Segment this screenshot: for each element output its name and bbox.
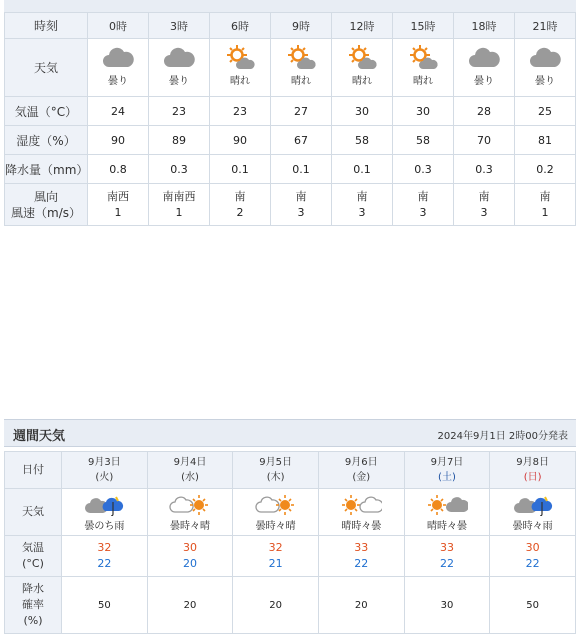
wind-direction: 南 [234,189,246,203]
temp-cell: 24 [88,97,149,126]
wind-cell [515,184,576,226]
high-temp: 32 [268,541,283,554]
hourly-weather-cell [332,39,393,97]
row-header-temp: 気温（°C） [5,97,88,126]
humidity-cell: 90 [88,126,149,155]
weather-label: 曇り [474,76,494,87]
hourly-weather-cell [393,39,454,97]
low-temp: 20 [182,557,197,570]
humidity-cell: 90 [210,126,271,155]
weather-label: 曇り [169,76,189,87]
hourly-weather-cell [88,39,149,97]
temp-cell: 28 [454,97,515,126]
high-temp: 33 [439,541,454,554]
hourly-humidity-row [5,126,576,155]
precip-cell: 0.3 [393,155,454,184]
date-cell [233,452,319,489]
wind-direction: 南 [417,189,429,203]
rain-prob-cell: 20 [318,577,404,634]
hourly-weather-cell [454,39,515,97]
rain-header-line1: 降水 [22,582,44,595]
humidity-cell: 70 [454,126,515,155]
weekly-title: 週間天気 [13,429,66,444]
hourly-weather-cell [149,39,210,97]
humidity-cell: 81 [515,126,576,155]
rain-prob-cell: 20 [147,577,233,634]
date-text: 9月3日 [87,457,121,468]
row-header-temp [5,536,62,577]
wind-speed: 1 [175,205,183,219]
wind-speed: 3 [297,205,305,219]
hourly-weather-cell [210,39,271,97]
wind-speed-header: 風速（m/s） [11,205,81,220]
weather-label: 曇時々雨 [512,521,553,532]
date-text: 9月4日 [173,457,207,468]
wind-cell [332,184,393,226]
low-temp: 22 [97,557,112,570]
hourly-precip-row [5,155,576,184]
sun-cloud-icon [284,45,318,71]
hourly-forecast-table [4,12,576,226]
temp-header-line2: (°C) [22,557,44,570]
row-header-weather: 天気 [5,489,62,536]
wind-direction: 南 [539,189,551,203]
temp-cell: 30 [393,97,454,126]
date-cell [147,452,233,489]
weekly-date-row [5,452,576,489]
wind-speed: 1 [541,205,549,219]
rain-prob-cell: 50 [490,577,576,634]
weather-label: 曇り [535,76,555,87]
issued-timestamp: 2024年9月1日 2時00分発表 [437,431,568,442]
rain-header-line3: (%) [23,614,43,627]
weather-label: 曇時々晴 [169,521,210,532]
weather-label: 晴時々曇 [426,521,467,532]
high-temp: 33 [354,541,369,554]
row-header-precip: 降水量（mm） [5,155,88,184]
wind-direction: 南 [478,189,490,203]
weekly-weather-cell [233,489,319,536]
cloud-icon [162,45,196,71]
temp-cell: 23 [210,97,271,126]
hour-cell: 9時 [271,13,332,39]
weekly-temp-cell [233,536,319,577]
temp-header-line1: 気温 [22,541,44,554]
precip-cell: 0.8 [88,155,149,184]
hour-cell: 6時 [210,13,271,39]
weekly-temp-cell [62,536,148,577]
weather-label: 曇のち雨 [84,521,125,532]
wind-speed: 2 [236,205,244,219]
high-temp: 30 [525,541,540,554]
high-temp: 30 [182,541,197,554]
weekly-weather-cell [62,489,148,536]
hourly-temp-row [5,97,576,126]
weekly-temp-cell [490,536,576,577]
humidity-cell: 89 [149,126,210,155]
cloud-icon [101,45,135,71]
weekly-temp-cell [404,536,490,577]
wind-dir-header: 風向 [33,189,58,204]
wind-cell [88,184,149,226]
row-header-time: 時刻 [5,13,88,39]
wind-cell [454,184,515,226]
rain-prob-cell: 20 [233,577,319,634]
date-text: 9月6日 [344,457,378,468]
weekly-weather-cell [318,489,404,536]
row-header-rain [5,577,62,634]
weekly-weather-cell [404,489,490,536]
humidity-cell: 58 [332,126,393,155]
weather-label: 晴れ [413,76,433,87]
weekly-forecast-table [4,451,576,634]
cloud-icon [467,45,501,71]
wind-direction: 南西 [107,189,129,203]
low-temp: 22 [439,557,454,570]
weather-label: 晴れ [291,76,311,87]
weekly-section-header [4,419,576,447]
hourly-weather-row [5,39,576,97]
temp-cell: 27 [271,97,332,126]
precip-cell: 0.3 [454,155,515,184]
cloud-rain-icon [83,494,125,516]
hour-cell: 18時 [454,13,515,39]
temp-cell: 23 [149,97,210,126]
precip-cell: 0.1 [271,155,332,184]
low-temp: 22 [354,557,369,570]
precip-cell: 0.1 [332,155,393,184]
low-temp: 21 [268,557,283,570]
day-of-week: (土) [438,472,456,483]
row-header-date: 日付 [5,452,62,489]
wind-direction: 南 [295,189,307,203]
weekly-rain-row [5,577,576,634]
weather-label: 晴時々曇 [341,521,382,532]
cloud-icon [528,45,562,71]
weekly-temp-cell [318,536,404,577]
high-temp: 32 [97,541,112,554]
hourly-section-header-clipped [4,0,576,12]
humidity-cell: 67 [271,126,332,155]
sun-cloud-icon [345,45,379,71]
date-cell [404,452,490,489]
sun-cloud-icon [340,494,382,516]
precip-cell: 0.2 [515,155,576,184]
cloud-sun-icon [169,494,211,516]
hour-cell: 21時 [515,13,576,39]
day-of-week: (火) [95,472,114,483]
wind-cell [271,184,332,226]
date-text: 9月7日 [430,457,464,468]
wind-cell [393,184,454,226]
hourly-time-row [5,13,576,39]
date-text: 9月5日 [259,457,292,468]
hourly-weather-cell [515,39,576,97]
weekly-temp-cell [147,536,233,577]
row-header-weather: 天気 [5,39,88,97]
weekly-weather-row [5,489,576,536]
sun-cloud-icon [406,45,440,71]
sun-cloud-icon [426,494,468,516]
temp-cell: 30 [332,97,393,126]
rain-header-line2: 確率 [22,598,44,611]
hour-cell: 15時 [393,13,454,39]
wind-speed: 3 [419,205,427,219]
date-cell [490,452,576,489]
weather-label: 晴れ [230,76,250,87]
cloud-rain-icon [512,494,554,516]
wind-cell [210,184,271,226]
wind-direction: 南南西 [162,189,196,203]
hour-cell: 12時 [332,13,393,39]
precip-cell: 0.3 [149,155,210,184]
weather-label: 曇り [108,76,128,87]
weather-label: 晴れ [352,76,372,87]
humidity-cell: 58 [393,126,454,155]
precip-cell: 0.1 [210,155,271,184]
wind-speed: 3 [480,205,488,219]
weekly-weather-cell [490,489,576,536]
weather-label: 曇時々晴 [255,521,296,532]
day-of-week: (木) [266,472,285,483]
hour-cell: 0時 [88,13,149,39]
wind-cell [149,184,210,226]
temp-cell: 25 [515,97,576,126]
row-header-wind [5,184,88,226]
wind-speed: 3 [358,205,366,219]
weekly-temp-row [5,536,576,577]
row-header-humidity: 湿度（%） [5,126,88,155]
date-cell [318,452,404,489]
cloud-sun-icon [255,494,297,516]
day-of-week: (水) [181,472,199,483]
date-cell [62,452,148,489]
low-temp: 22 [525,557,540,570]
day-of-week: (金) [352,472,371,483]
date-text: 9月8日 [516,457,549,468]
hourly-wind-row [5,184,576,226]
hourly-weather-cell [271,39,332,97]
hour-cell: 3時 [149,13,210,39]
weekly-weather-cell [147,489,233,536]
sun-cloud-icon [223,45,257,71]
rain-prob-cell: 50 [62,577,148,634]
rain-prob-cell: 30 [404,577,490,634]
day-of-week: (日) [523,472,542,483]
wind-speed: 1 [114,205,122,219]
wind-direction: 南 [356,189,368,203]
